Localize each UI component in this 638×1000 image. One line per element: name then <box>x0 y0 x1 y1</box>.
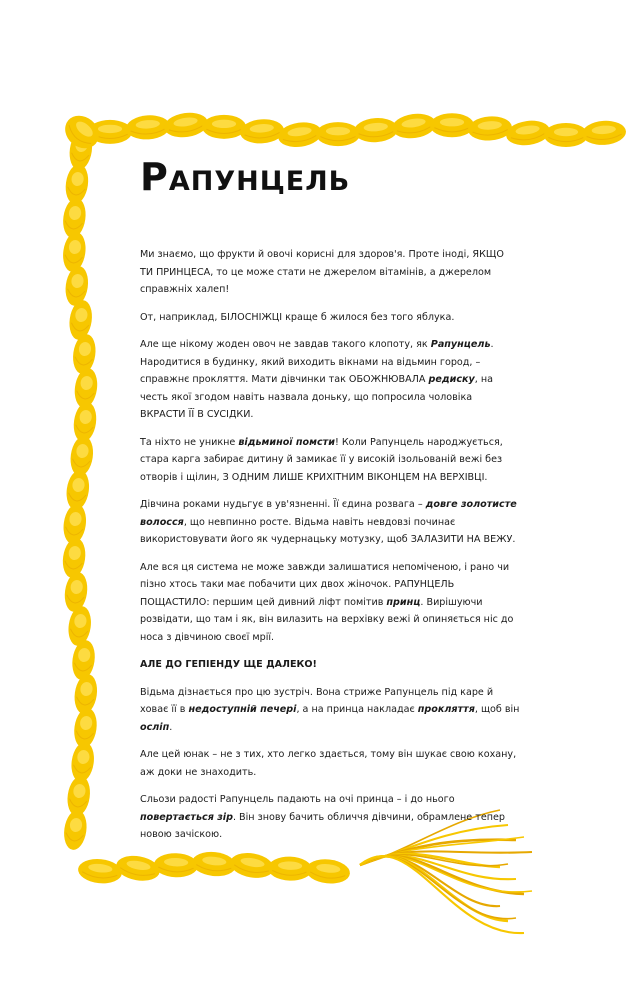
braid-lobe <box>544 123 588 147</box>
story-paragraph <box>140 656 520 674</box>
page-title: Рапунцель <box>140 155 351 199</box>
paragraph-text: Ми знаємо, що фрукти й овочі корисні для здоров'я. Проте іноді, ЯКЩО ТИ ПРИНЦЕСА, то це може стати не джерелом вітамінів, а джерелом справжніх халеп! <box>140 249 504 295</box>
emphasis-text: повертається зір <box>140 811 233 823</box>
braid-lobe <box>239 118 285 145</box>
emphasis-text: АЛЕ ДО ГЕПІЕНДУ ЩЕ ДАЛЕКО! <box>140 659 317 670</box>
braid-lobe <box>61 231 88 274</box>
emphasis-text: недоступній печері <box>188 704 297 715</box>
story-paragraph <box>140 791 520 844</box>
story-paragraph <box>140 559 520 647</box>
emphasis-text: осліп <box>140 721 170 733</box>
braid-lobe <box>77 857 123 885</box>
story-paragraph <box>140 336 520 424</box>
braid-lobe <box>202 115 246 139</box>
paragraph-text: , на честь якої згодом навіть назвала доньку, що попросила чоловіка ВКРАСТИ ЇЇ В СУСІДКИ. <box>140 374 494 420</box>
emphasis-text: прокляття <box>417 704 475 715</box>
braid-lobe <box>316 122 360 146</box>
story-paragraph <box>140 309 520 327</box>
emphasis-text: Рапунцель <box>430 339 491 350</box>
story-paragraph <box>140 684 520 737</box>
braid-lobe <box>67 299 94 342</box>
braid-lobe <box>66 605 93 648</box>
braid-lobe <box>114 853 161 884</box>
paragraph-text: Та ніхто не уникне <box>140 436 239 448</box>
paragraph-text: . Він знову бачить обличчя дівчини, обрамлене тепер новою зачіскою. <box>140 811 506 840</box>
braid-lobe <box>430 113 474 137</box>
braid-lobe <box>60 537 87 580</box>
braid-lobe <box>71 333 98 376</box>
paragraph-text: Сльози радості Рапунцель падають на очі принца – і до нього <box>140 794 455 805</box>
braid-lobe <box>305 857 351 885</box>
paragraph-text: Дівчина роками нудьгує в ув'язненні. Її єдина розвага – <box>140 499 426 510</box>
paragraph-text: , що невпинно росте. Відьма навіть невдовзі починає використовувати його як чудернацьку мотузку, щоб ЗАЛАЗИТИ НА ВЕЖУ. <box>140 516 516 545</box>
paragraph-text: ! Коли Рапунцель народжується, стара карга забирає дитину й замикає її у високій ізольованій вежі без отворів і щілин, З ОДНИМ ЛИШЕ КРИХІТНИМ ВІКОНЦЕМ НА ВЕРХІВЦІ. <box>140 436 503 483</box>
paragraph-text: Але ще нікому жоден овоч не завдав такого клопоту, як <box>140 339 431 350</box>
paragraph-text: От, наприклад, БІЛОСНІЖЦІ краще б жилося без того яблука. <box>140 311 455 323</box>
braid-lobe <box>70 639 97 682</box>
braid-lobe <box>63 265 90 308</box>
story-paragraph <box>140 746 520 781</box>
emphasis-text: довге золотисте волосся <box>140 499 517 528</box>
braid-lobe <box>62 571 89 614</box>
braid-lobe <box>154 852 199 878</box>
braid-lobe <box>62 809 89 852</box>
story-paragraph <box>140 434 520 487</box>
story-text <box>140 246 520 854</box>
emphasis-text: відьминої помсти <box>238 436 335 448</box>
paragraph-text: . Народитися в будинку, який виходить вікнами на відьмин город, – справжнє прокляття. Мати дівчинки так ОБОЖНЮВАЛА <box>140 339 494 385</box>
braid-lobe <box>581 119 627 146</box>
paragraph-text: , щоб він <box>474 704 520 715</box>
story-paragraph <box>140 246 520 299</box>
paragraph-text: Але цей юнак – не з тих, хто легко здається, тому він шукає свою кохану, аж доки не знаходить. <box>140 749 517 778</box>
paragraph-text: Але вся ця система не може завжди залишатися непоміченою, і рано чи пізно хтось таки має побачити цих двох жіночок. РАПУНЦЕЛЬ ПОЩАСТИЛО: першим цей дивний ліфт помітив <box>140 561 510 608</box>
paragraph-text: , а на принца накладає <box>296 704 418 715</box>
braid-lobe <box>191 850 237 878</box>
braid-lobe <box>268 856 313 882</box>
paragraph-text: . <box>169 721 173 733</box>
paragraph-text: Відьма дізнається про цю зустріч. Вона стриже Рапунцель під каре й ховає її в <box>140 686 494 715</box>
braid-lobe <box>353 117 399 144</box>
paragraph-text: . Вирішуючи розвідати, що там і як, він вилазить на верхівку вежі й опиняється ніс до носа з дівчиною своєї мрії. <box>140 596 514 643</box>
braid-lobe <box>125 114 171 141</box>
story-paragraph <box>140 496 520 549</box>
emphasis-text: редиску <box>428 374 475 385</box>
braid-lobe <box>467 115 513 142</box>
emphasis-text: принц <box>386 596 421 608</box>
